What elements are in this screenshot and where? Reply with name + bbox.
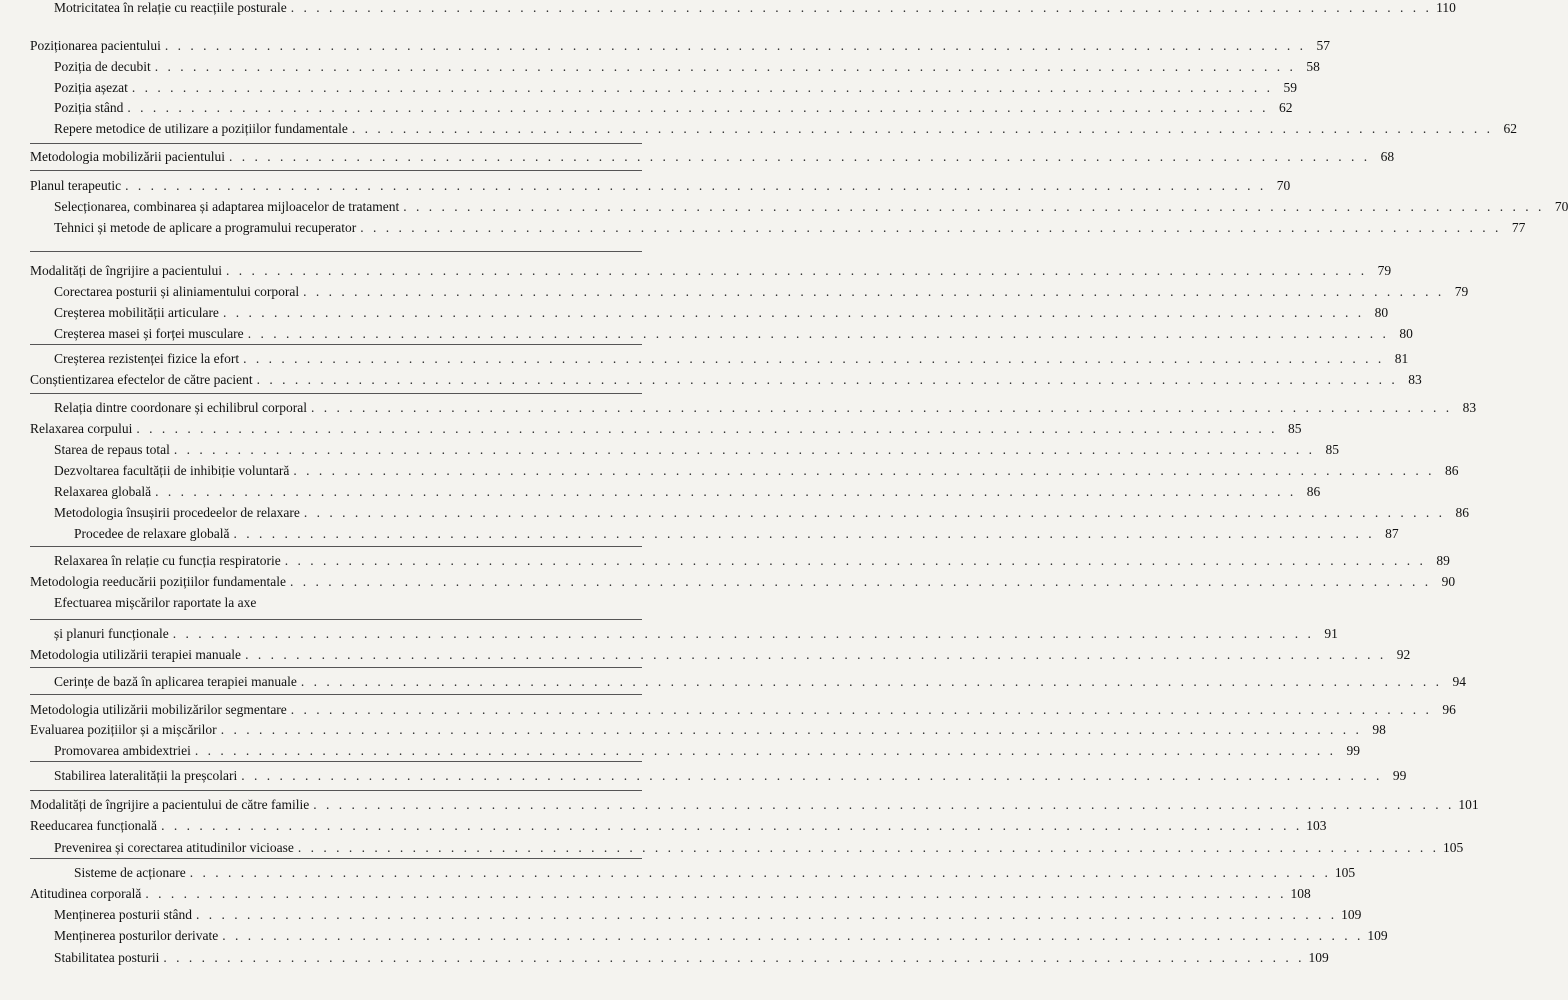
- dot-leader: . . . . . . . . . . . . . . . . . . . . . . . . . . . . . . . . . . . . . . . . . . . . . . . . . . . . . . . . . . . . . . . . . . . . . . . . . . . . . . . . . . . . . . . . . .: [303, 505, 1446, 520]
- toc-subentry[interactable]: [54, 595, 642, 611]
- toc-entry-title: Tehnici și metode de aplicare a programului recuperator: [54, 220, 357, 235]
- toc-page-number: 89: [1436, 553, 1450, 568]
- toc-subentry[interactable]: [54, 553, 1450, 569]
- toc-page-number: 79: [1377, 263, 1392, 278]
- section-divider: [30, 170, 642, 171]
- toc-entry-title: Poziționarea pacientului: [30, 38, 161, 53]
- toc-page-number: 83: [1462, 400, 1477, 415]
- toc-page-number: 92: [1396, 647, 1411, 662]
- dot-leader: . . . . . . . . . . . . . . . . . . . . . . . . . . . . . . . . . . . . . . . . . . . . . . . . . . . . . . . . . . . . . . . . . . . . . . . . . . . . . . . . . . . . . . . . . .: [154, 59, 1296, 74]
- toc-page-number: 86: [1445, 463, 1459, 478]
- dot-leader: . . . . . . . . . . . . . . . . . . . . . . . . . . . . . . . . . . . . . . . . . . . . . . . . . . . . . . . . . . . . . . . . . . . . . . . . . . . . . . . . . . . . . . . . . .: [290, 574, 1432, 589]
- dot-leader: . . . . . . . . . . . . . . . . . . . . . . . . . . . . . . . . . . . . . . . . . . . . . . . . . . . . . . . . . . . . . . . . . . . . . . . . . . . . . . . . . . . . . . . . . .: [290, 0, 1432, 15]
- toc-chapter-entry[interactable]: [30, 818, 1327, 834]
- toc-entry-title: Relaxarea corpului: [30, 421, 133, 436]
- toc-entry-title: și planuri funcționale: [54, 626, 169, 641]
- toc-page-number: 62: [1503, 121, 1517, 136]
- toc-page-number: 58: [1306, 59, 1320, 74]
- toc-subentry[interactable]: [54, 907, 1362, 923]
- dot-leader: . . . . . . . . . . . . . . . . . . . . . . . . . . . . . . . . . . . . . . . . . . . . . . . . . . . . . . . . . . . . . . . . . . . . . . . . . . . . . . . . . . . . . . . . . .: [303, 284, 1445, 299]
- toc-page-number: 81: [1394, 351, 1409, 366]
- section-divider: [30, 619, 642, 620]
- toc-entry-title: Creșterea mobilității articulare: [54, 305, 219, 320]
- toc-subentry[interactable]: [54, 100, 1293, 116]
- toc-entry-title: Reeducarea funcțională: [30, 818, 158, 833]
- dot-leader: . . . . . . . . . . . . . . . . . . . . . . . . . . . . . . . . . . . . . . . . . . . . . . . . . . . . . . . . . . . . . . . . . . . . . . . . . . . . . . . . . . . . . . . . . .: [173, 442, 1315, 457]
- toc-entry-title: Poziția stând: [54, 100, 124, 115]
- toc-page-number: 85: [1287, 421, 1302, 436]
- toc-page-number: 79: [1454, 284, 1469, 299]
- dot-leader: . . . . . . . . . . . . . . . . . . . . . . . . . . . . . . . . . . . . . . . . . . . . . . . . . . . . . . . . . . . . . . . . . . . . . . . . . . . . . . . . . . . . . . . . . .: [311, 400, 1453, 415]
- dot-leader: . . . . . . . . . . . . . . . . . . . . . . . . . . . . . . . . . . . . . . . . . . . . . . . . . . . . . . . . . . . . . . . . . . . . . . . . . . . . . . . . . . . . . . . . . .: [155, 484, 1297, 499]
- section-divider: [30, 858, 642, 859]
- toc-page-number: 59: [1283, 80, 1297, 95]
- toc-entry-title: Modalități de îngrijire a pacientului: [30, 263, 222, 278]
- toc-chapter-entry[interactable]: [30, 574, 1456, 590]
- toc-page-number: 87: [1385, 526, 1399, 541]
- toc-page-number: 85: [1325, 442, 1339, 457]
- dot-leader: . . . . . . . . . . . . . . . . . . . . . . . . . . . . . . . . . . . . . . . . . . . . . . . . . . . . . . . . . . . . . . . . . . . . . . . . . . . . . . . . . . . . . . . . . .: [256, 372, 1398, 387]
- dot-leader: . . . . . . . . . . . . . . . . . . . . . . . . . . . . . . . . . . . . . . . . . . . . . . . . . . . . . . . . . . . . . . . . . . . . . . . . . . . . . . . . . . . . . . . . . .: [403, 199, 1545, 214]
- toc-chapter-entry[interactable]: [30, 647, 1411, 663]
- toc-entry-title: Procedee de relaxare globală: [74, 526, 230, 541]
- toc-subentry[interactable]: [54, 121, 1517, 137]
- toc-subentry[interactable]: [74, 526, 1399, 542]
- toc-entry-title: Atitudinea corporală: [30, 886, 142, 901]
- toc-page-number: 77: [1511, 220, 1526, 235]
- section-divider: [30, 393, 642, 394]
- toc-subentry[interactable]: [54, 928, 1388, 944]
- toc-page-number: 68: [1380, 149, 1395, 164]
- dot-leader: . . . . . . . . . . . . . . . . . . . . . . . . . . . . . . . . . . . . . . . . . . . . . . . . . . . . . . . . . . . . . . . . . . . . . . . . . . . . . . . . . . . . . . . . . .: [351, 121, 1493, 136]
- toc-entry-title: Selecționarea, combinarea și adaptarea mijloacelor de tratament: [54, 199, 400, 214]
- toc-page-number: 86: [1306, 484, 1321, 499]
- toc-entry-title: Evaluarea pozițiilor și a mișcărilor: [30, 722, 217, 737]
- toc-entry-title: Efectuarea mișcărilor raportate la axe: [54, 595, 257, 610]
- toc-subentry[interactable]: [54, 199, 1568, 215]
- toc-subentry[interactable]: [54, 840, 1464, 856]
- dot-leader: . . . . . . . . . . . . . . . . . . . . . . . . . . . . . . . . . . . . . . . . . . . . . . . . . . . . . . . . . . . . . . . . . . . . . . . . . . . . . . . . . . . . . . . . . .: [245, 647, 1387, 662]
- toc-subentry[interactable]: [54, 80, 1297, 96]
- toc-page-number: 109: [1367, 928, 1388, 943]
- toc-entry-title: Poziția de decubit: [54, 59, 151, 74]
- dot-leader: . . . . . . . . . . . . . . . . . . . . . . . . . . . . . . . . . . . . . . . . . . . . . . . . . . . . . . . . . . . . . . . . . . . . . . . . . . . . . . . . . . . . . . . . . .: [313, 797, 1455, 812]
- section-divider: [30, 546, 642, 547]
- toc-entry-title: Creșterea rezistenței fizice la efort: [54, 351, 240, 366]
- toc-page-number: 90: [1441, 574, 1456, 589]
- toc-entry-title: Menținerea posturii stând: [54, 907, 192, 922]
- toc-subentry[interactable]: [54, 0, 1456, 16]
- toc-subentry[interactable]: [54, 626, 1338, 642]
- toc-page-number: 57: [1316, 38, 1330, 53]
- dot-leader: . . . . . . . . . . . . . . . . . . . . . . . . . . . . . . . . . . . . . . . . . . . . . . . . . . . . . . . . . . . . . . . . . . . . . . . . . . . . . . . . . . . . . . . . . .: [220, 722, 1362, 737]
- toc-chapter-entry[interactable]: [30, 38, 1330, 54]
- toc-entry-title: Metodologia reeducării pozițiilor fundamentale: [30, 574, 287, 589]
- dot-leader: . . . . . . . . . . . . . . . . . . . . . . . . . . . . . . . . . . . . . . . . . . . . . . . . . . . . . . . . . . . . . . . . . . . . . . . . . . . . . . . . . . . . . . . . . .: [241, 768, 1383, 783]
- toc-chapter-entry[interactable]: [30, 886, 1311, 902]
- toc-entry-title: Creșterea masei și forței musculare: [54, 326, 244, 341]
- toc-subentry[interactable]: [54, 768, 1407, 784]
- toc-entry-title: Poziția așezat: [54, 80, 128, 95]
- dot-leader: . . . . . . . . . . . . . . . . . . . . . . . . . . . . . . . . . . . . . . . . . . . . . . . . . . . . . . . . . . . . . . . . . . . . . . . . . . . . . . . . . . . . . . . . . .: [127, 100, 1269, 115]
- toc-subentry[interactable]: [54, 505, 1470, 521]
- toc-chapter-entry[interactable]: [30, 421, 1302, 437]
- toc-page-number: 109: [1341, 907, 1362, 922]
- toc-entry-title: Conștientizarea efectelor de către pacient: [30, 372, 253, 387]
- dot-leader: . . . . . . . . . . . . . . . . . . . . . . . . . . . . . . . . . . . . . . . . . . . . . . . . . . . . . . . . . . . . . . . . . . . . . . . . . . . . . . . . . . . . . . . . . .: [145, 886, 1287, 901]
- dot-leader: . . . . . . . . . . . . . . . . . . . . . . . . . . . . . . . . . . . . . . . . . . . . . . . . . . . . . . . . . . . . . . . . . . . . . . . . . . . . . . . . . . . . . . . . . .: [195, 907, 1338, 922]
- toc-subentry[interactable]: [54, 442, 1339, 458]
- toc-entry-title: Prevenirea și corectarea atitudinilor vicioase: [54, 840, 294, 855]
- section-divider: [30, 790, 642, 791]
- toc-entry-title: Sisteme de acționare: [74, 865, 186, 880]
- toc-subentry[interactable]: [54, 284, 1469, 300]
- toc-page-number: 105: [1334, 865, 1356, 880]
- dot-leader: . . . . . . . . . . . . . . . . . . . . . . . . . . . . . . . . . . . . . . . . . . . . . . . . . . . . . . . . . . . . . . . . . . . . . . . . . . . . . . . . . . . . . . . . . .: [222, 928, 1364, 943]
- dot-leader: . . . . . . . . . . . . . . . . . . . . . . . . . . . . . . . . . . . . . . . . . . . . . . . . . . . . . . . . . . . . . . . . . . . . . . . . . . . . . . . . . . . . . . . . . .: [228, 149, 1371, 164]
- toc-chapter-entry[interactable]: [30, 149, 1395, 165]
- toc-page-number: 80: [1399, 326, 1413, 341]
- dot-leader: . . . . . . . . . . . . . . . . . . . . . . . . . . . . . . . . . . . . . . . . . . . . . . . . . . . . . . . . . . . . . . . . . . . . . . . . . . . . . . . . . . . . . . . . . .: [131, 80, 1273, 95]
- toc-page-number: 96: [1442, 702, 1456, 717]
- toc-entry-title: Promovarea ambidextriei: [54, 743, 191, 758]
- toc-page-number: 108: [1290, 886, 1311, 901]
- dot-leader: . . . . . . . . . . . . . . . . . . . . . . . . . . . . . . . . . . . . . . . . . . . . . . . . . . . . . . . . . . . . . . . . . . . . . . . . . . . . . . . . . . . . . . . . . .: [233, 526, 1375, 541]
- toc-page-number: 91: [1324, 626, 1338, 641]
- section-divider: [30, 143, 642, 144]
- toc-page-number: 70: [1554, 199, 1568, 214]
- toc-chapter-entry[interactable]: [30, 797, 1479, 813]
- toc-page-number: 94: [1452, 674, 1466, 689]
- toc-subentry[interactable]: [54, 400, 1477, 416]
- toc-chapter-entry[interactable]: [30, 372, 1422, 388]
- toc-page-number: 86: [1455, 505, 1470, 520]
- toc-chapter-entry[interactable]: [30, 178, 1291, 194]
- toc-subentry[interactable]: [54, 220, 1526, 236]
- toc-entry-title: Metodologia însușirii procedeelor de relaxare: [54, 505, 300, 520]
- dot-leader: . . . . . . . . . . . . . . . . . . . . . . . . . . . . . . . . . . . . . . . . . . . . . . . . . . . . . . . . . . . . . . . . . . . . . . . . . . . . . . . . . . . . . . . . . .: [194, 743, 1336, 758]
- dot-leader: . . . . . . . . . . . . . . . . . . . . . . . . . . . . . . . . . . . . . . . . . . . . . . . . . . . . . . . . . . . . . . . . . . . . . . . . . . . . . . . . . . . . . . . . . .: [243, 351, 1385, 366]
- dot-leader: . . . . . . . . . . . . . . . . . . . . . . . . . . . . . . . . . . . . . . . . . . . . . . . . . . . . . . . . . . . . . . . . . . . . . . . . . . . . . . . . . . . . . . . . . .: [360, 220, 1502, 235]
- toc-entry-title: Relația dintre coordonare și echilibrul corporal: [54, 400, 308, 415]
- toc-entry-title: Starea de repaus total: [54, 442, 170, 457]
- toc-subentry[interactable]: [54, 950, 1329, 966]
- toc-page-number: 98: [1372, 722, 1386, 737]
- section-divider: [30, 667, 642, 668]
- toc-page-number: 109: [1308, 950, 1329, 965]
- toc-entry-title: Cerințe de bază în aplicarea terapiei manuale: [54, 674, 297, 689]
- dot-leader: . . . . . . . . . . . . . . . . . . . . . . . . . . . . . . . . . . . . . . . . . . . . . . . . . . . . . . . . . . . . . . . . . . . . . . . . . . . . . . . . . . . . . . . . . .: [161, 818, 1303, 833]
- toc-entry-title: Corectarea posturii și aliniamentului corporal: [54, 284, 300, 299]
- dot-leader: . . . . . . . . . . . . . . . . . . . . . . . . . . . . . . . . . . . . . . . . . . . . . . . . . . . . . . . . . . . . . . . . . . . . . . . . . . . . . . . . . . . . . . . . . .: [290, 702, 1432, 717]
- dot-leader: . . . . . . . . . . . . . . . . . . . . . . . . . . . . . . . . . . . . . . . . . . . . . . . . . . . . . . . . . . . . . . . . . . . . . . . . . . . . . . . . . . . . . . . . . .: [247, 326, 1389, 341]
- toc-entry-title: Stabilirea lateralității la preșcolari: [54, 768, 238, 783]
- dot-leader: . . . . . . . . . . . . . . . . . . . . . . . . . . . . . . . . . . . . . . . . . . . . . . . . . . . . . . . . . . . . . . . . . . . . . . . . . . . . . . . . . . . . . . . . . .: [297, 840, 1440, 855]
- dot-leader: . . . . . . . . . . . . . . . . . . . . . . . . . . . . . . . . . . . . . . . . . . . . . . . . . . . . . . . . . . . . . . . . . . . . . . . . . . . . . . . . . . . . . . . . . .: [225, 263, 1368, 278]
- toc-page-number: 70: [1276, 178, 1291, 193]
- dot-leader: . . . . . . . . . . . . . . . . . . . . . . . . . . . . . . . . . . . . . . . . . . . . . . . . . . . . . . . . . . . . . . . . . . . . . . . . . . . . . . . . . . . . . . . . . .: [300, 674, 1442, 689]
- toc-chapter-entry[interactable]: [30, 702, 1456, 718]
- toc-subentry[interactable]: [54, 674, 1466, 690]
- toc-entry-title: Metodologia mobilizării pacientului: [30, 149, 225, 164]
- toc-page-number: 80: [1374, 305, 1389, 320]
- section-divider: [30, 694, 642, 695]
- toc-chapter-entry[interactable]: [30, 263, 1392, 279]
- toc-entry-title: Metodologia utilizării mobilizărilor segmentare: [30, 702, 287, 717]
- toc-subentry[interactable]: [54, 59, 1320, 75]
- toc-entry-title: Motricitatea în relație cu reacțiile posturale: [54, 0, 287, 15]
- dot-leader: . . . . . . . . . . . . . . . . . . . . . . . . . . . . . . . . . . . . . . . . . . . . . . . . . . . . . . . . . . . . . . . . . . . . . . . . . . . . . . . . . . . . . . . . . .: [284, 553, 1426, 568]
- toc-subentry[interactable]: [54, 326, 1413, 342]
- dot-leader: . . . . . . . . . . . . . . . . . . . . . . . . . . . . . . . . . . . . . . . . . . . . . . . . . . . . . . . . . . . . . . . . . . . . . . . . . . . . . . . . . . . . . . . . . .: [189, 865, 1331, 880]
- toc-entry-title: Planul terapeutic: [30, 178, 122, 193]
- toc-subentry[interactable]: [54, 351, 1409, 367]
- section-divider: [30, 344, 642, 345]
- toc-entry-title: Modalități de îngrijire a pacientului de către familie: [30, 797, 310, 812]
- toc-entry-title: Relaxarea în relație cu funcția respiratorie: [54, 553, 281, 568]
- dot-leader: . . . . . . . . . . . . . . . . . . . . . . . . . . . . . . . . . . . . . . . . . . . . . . . . . . . . . . . . . . . . . . . . . . . . . . . . . . . . . . . . . . . . . . . . . .: [293, 463, 1435, 478]
- dot-leader: . . . . . . . . . . . . . . . . . . . . . . . . . . . . . . . . . . . . . . . . . . . . . . . . . . . . . . . . . . . . . . . . . . . . . . . . . . . . . . . . . . . . . . . . . .: [136, 421, 1278, 436]
- toc-chapter-entry[interactable]: [30, 722, 1386, 738]
- toc-subentry[interactable]: [54, 743, 1360, 759]
- toc-entry-title: Metodologia utilizării terapiei manuale: [30, 647, 242, 662]
- toc-page-number: 83: [1408, 372, 1422, 387]
- dot-leader: . . . . . . . . . . . . . . . . . . . . . . . . . . . . . . . . . . . . . . . . . . . . . . . . . . . . . . . . . . . . . . . . . . . . . . . . . . . . . . . . . . . . . . . . . .: [125, 178, 1267, 193]
- dot-leader: . . . . . . . . . . . . . . . . . . . . . . . . . . . . . . . . . . . . . . . . . . . . . . . . . . . . . . . . . . . . . . . . . . . . . . . . . . . . . . . . . . . . . . . . . .: [222, 305, 1365, 320]
- section-divider: [30, 251, 642, 252]
- dot-leader: . . . . . . . . . . . . . . . . . . . . . . . . . . . . . . . . . . . . . . . . . . . . . . . . . . . . . . . . . . . . . . . . . . . . . . . . . . . . . . . . . . . . . . . . . .: [164, 38, 1306, 53]
- toc-entry-title: Repere metodice de utilizare a pozițiilor fundamentale: [54, 121, 348, 136]
- toc-subentry[interactable]: [54, 305, 1389, 321]
- toc-page-number: 103: [1306, 818, 1327, 833]
- dot-leader: . . . . . . . . . . . . . . . . . . . . . . . . . . . . . . . . . . . . . . . . . . . . . . . . . . . . . . . . . . . . . . . . . . . . . . . . . . . . . . . . . . . . . . . . . .: [163, 950, 1305, 965]
- toc-entry-title: Dezvoltarea facultății de inhibiție voluntară: [54, 463, 290, 478]
- toc-entry-title: Stabilitatea posturii: [54, 950, 160, 965]
- toc-subentry[interactable]: [54, 484, 1321, 500]
- toc-entry-title: Relaxarea globală: [54, 484, 152, 499]
- toc-subentry[interactable]: [74, 865, 1356, 881]
- toc-entry-title: Menținerea posturilor derivate: [54, 928, 219, 943]
- toc-page-number: 99: [1392, 768, 1407, 783]
- section-divider: [30, 761, 642, 762]
- dot-leader: . . . . . . . . . . . . . . . . . . . . . . . . . . . . . . . . . . . . . . . . . . . . . . . . . . . . . . . . . . . . . . . . . . . . . . . . . . . . . . . . . . . . . . . . . .: [172, 626, 1314, 641]
- toc-page-number: 99: [1346, 743, 1360, 758]
- toc-page-number: 101: [1458, 797, 1479, 812]
- toc-page-number: 62: [1279, 100, 1293, 115]
- toc-subentry[interactable]: [54, 463, 1459, 479]
- toc-page-number: 105: [1443, 840, 1464, 855]
- toc-page-number: 110: [1436, 0, 1456, 15]
